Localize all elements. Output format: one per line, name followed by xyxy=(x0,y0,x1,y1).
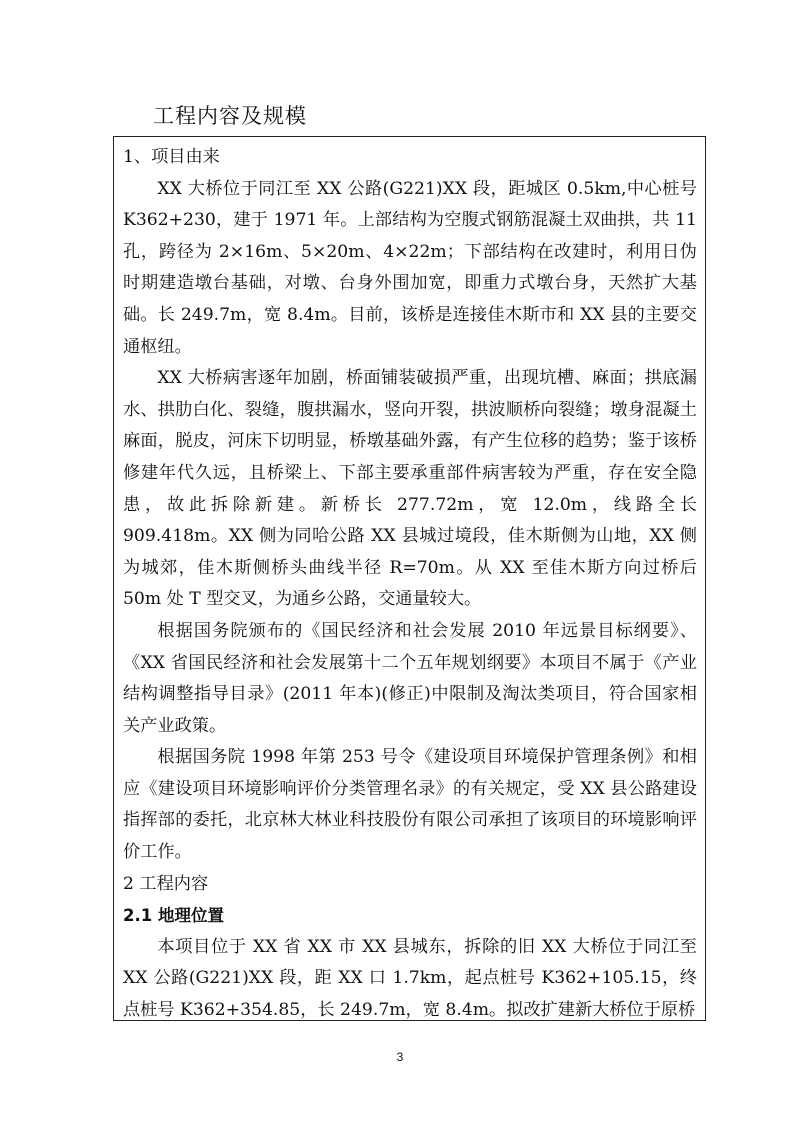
paragraph-location: 本项目位于 XX 省 XX 市 XX 县城东，拆除的旧 XX 大桥位于同江至 XX 公路(G221)XX 段，距 XX 口 1.7km，起点桩号 K362+105.15，终点桩号 K362+354.85，长 249.7m，宽 8.4m。拟改扩建新大桥位于原桥 xyxy=(123,936,697,1021)
section-2-heading: 2 工程内容 xyxy=(123,873,209,894)
page-title: 工程内容及规模 xyxy=(153,104,307,128)
paragraph-project-origin: XX 大桥位于同江至 XX 公路(G221)XX 段，距城区 0.5km,中心桩号 K362+230，建于 1971 年。上部结构为空腹式钢筋混凝土双曲拱，共 11 孔，跨径为 2×16m、5×20m、4×22m；下部结构在改建时，利用日伪时期建造墩台基础，对墩、台身外围加宽，即重力式墩台身，天然扩大基础。长 249.7m，宽 8.4m。目前，该桥是连接佳木斯市和 XX 县的主要交通枢纽。 xyxy=(123,178,697,357)
content-box xyxy=(113,136,706,1021)
paragraph-regulations: 根据国务院 1998 年第 253 号令《建设项目环境保护管理条例》和相应《建设项目环境影响评价分类管理名录》的有关规定，受 XX 县公路建设指挥部的委托，北京林大林业科技股份有限公司承担了该项目的环境影响评价工作。 xyxy=(123,747,697,863)
subsection-2-1-heading: 2.1 地理位置 xyxy=(123,906,224,926)
content-body xyxy=(114,137,705,1021)
paragraph-bridge-defects: XX 大桥病害逐年加剧，桥面铺装破损严重，出现坑槽、麻面；拱底漏水、拱肋白化、裂缝，腹拱漏水，竖向开裂，拱波顺桥向裂缝；墩身混凝土麻面，脱皮，河床下切明显，桥墩基础外露，有产生位移的趋势；鉴于该桥修建年代久远，且桥梁上、下部主要承重部件病害较为严重，存在安全隐患，故此拆除新建。新桥长 277.72m，宽 12.0m，线路全长 909.418m。XX 侧为同哈公路 XX 县城过境段，佳木斯侧为山地，XX 侧为城郊，佳木斯侧桥头曲线半径 R=70m。从 XX 至佳木斯方向过桥后 50m 处 T 型交叉，为通乡公路，交通量较大。 xyxy=(123,368,697,610)
paragraph-policy-compliance: 根据国务院颁布的《国民经济和社会发展 2010 年远景目标纲要》、《XX 省国民经济和社会发展第十二个五年规划纲要》本项目不属于《产业结构调整指导目录》(2011 年本)(修正)中限制及淘汰类项目，符合国家相关产业政策。 xyxy=(123,620,697,736)
section-1-heading: 1、项目由来 xyxy=(123,147,220,167)
page-number: 3 xyxy=(396,1050,404,1064)
